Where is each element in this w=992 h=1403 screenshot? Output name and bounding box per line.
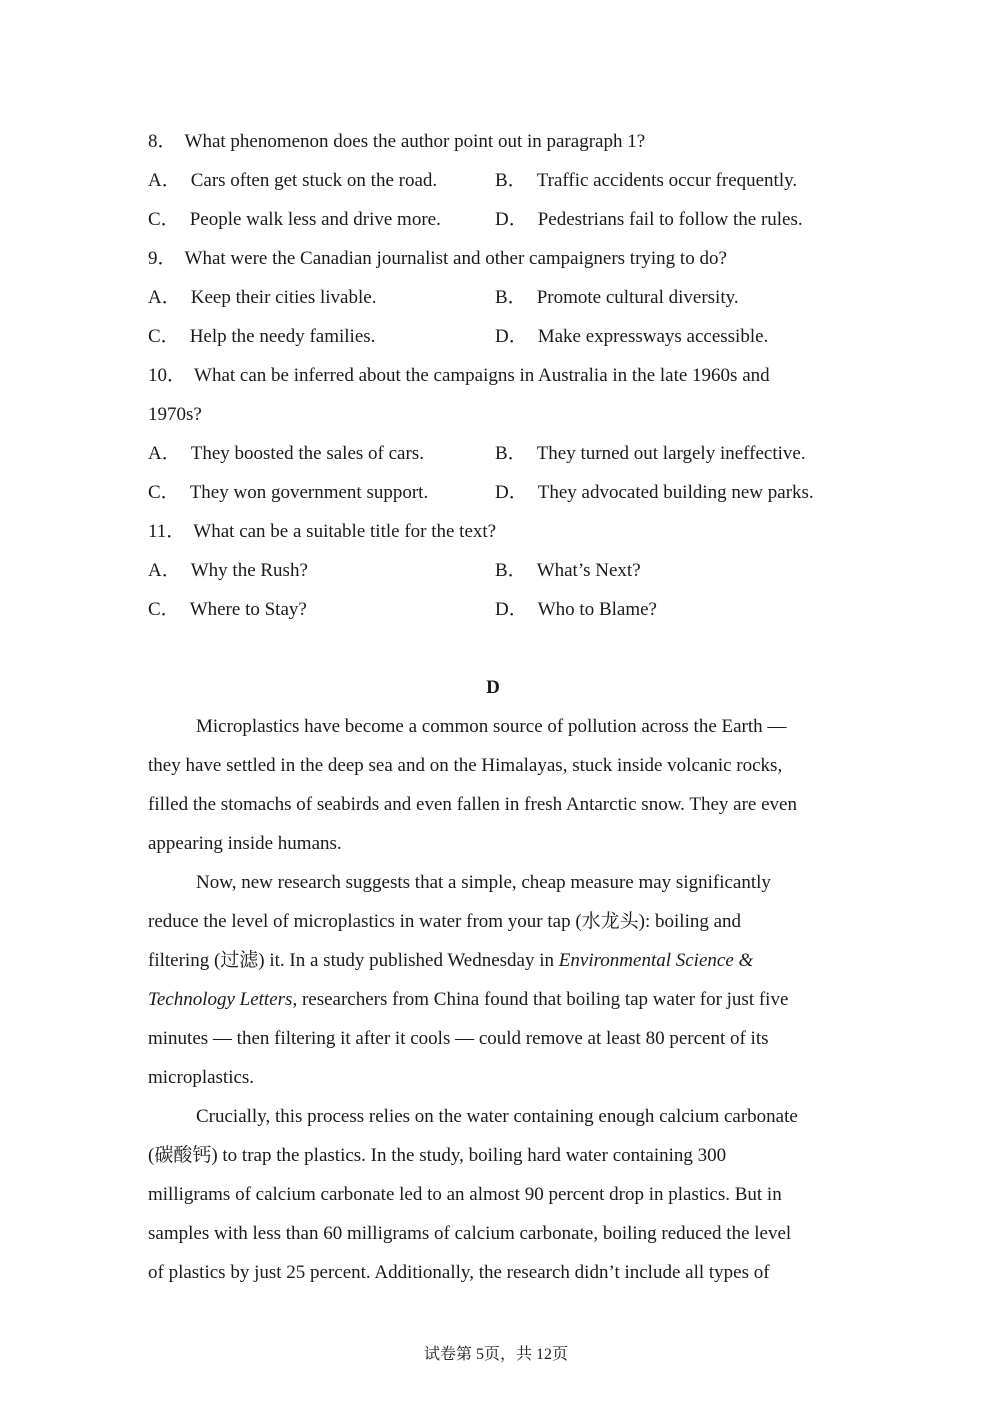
options-row bbox=[148, 551, 838, 590]
options-row bbox=[148, 317, 838, 356]
option-a: A． Why the Rush? bbox=[148, 560, 308, 581]
option-b: B． Traffic accidents occur frequently. bbox=[495, 170, 798, 191]
option-c: C． Where to Stay? bbox=[148, 599, 307, 620]
option-d: D． Make expressways accessible. bbox=[495, 326, 769, 347]
journal-title: Environmental Science & bbox=[558, 950, 754, 971]
paragraph-3 bbox=[148, 1097, 838, 1292]
text-line: samples with less than 60 milligrams of calcium carbonate, boiling reduced the level bbox=[148, 1223, 792, 1244]
text-line: filled the stomachs of seabirds and even fallen in fresh Antarctic snow. They are even bbox=[148, 794, 797, 815]
question-text: What phenomenon does the author point out in paragraph 1? bbox=[184, 131, 646, 152]
option-d: D． Who to Blame? bbox=[495, 599, 657, 620]
option-a: A． Keep their cities livable. bbox=[148, 287, 377, 308]
text-line: Now, new research suggests that a simple, cheap measure may significantly bbox=[196, 872, 771, 893]
options-row bbox=[148, 161, 838, 200]
text-line: Technology Letters, researchers from China found that boiling tap water for just five bbox=[148, 989, 789, 1010]
question-text: What can be a suitable title for the text? bbox=[193, 521, 497, 542]
text-line: they have settled in the deep sea and on the Himalayas, stuck inside volcanic rocks, bbox=[148, 755, 783, 776]
paragraph-1 bbox=[148, 707, 838, 863]
question-number: 11． bbox=[148, 521, 186, 542]
option-b: B． What’s Next? bbox=[495, 560, 641, 581]
text-line: appearing inside humans. bbox=[148, 833, 342, 854]
question-11 bbox=[148, 512, 838, 551]
option-c: C． They won government support. bbox=[148, 482, 429, 503]
options-row bbox=[148, 200, 838, 239]
text-line: milligrams of calcium carbonate led to an almost 90 percent drop in plastics. But in bbox=[148, 1184, 782, 1205]
text-line: (碳酸钙) to trap the plastics. In the study, boiling hard water containing 300 bbox=[148, 1145, 727, 1166]
option-a: A． Cars often get stuck on the road. bbox=[148, 170, 438, 191]
question-9 bbox=[148, 239, 838, 278]
option-c: C． Help the needy families. bbox=[148, 326, 376, 347]
question-number: 10． bbox=[148, 365, 187, 386]
journal-title: Technology Letters bbox=[148, 989, 293, 1010]
question-number: 9． bbox=[148, 248, 177, 269]
question-text: What were the Canadian journalist and other campaigners trying to do? bbox=[184, 248, 727, 269]
exam-page bbox=[148, 122, 838, 1292]
page-footer: 试卷第 5页，共 12页 bbox=[423, 1346, 568, 1363]
question-number: 8． bbox=[148, 131, 177, 152]
section-title: D bbox=[486, 677, 500, 698]
options-row bbox=[148, 278, 838, 317]
option-a: A． They boosted the sales of cars. bbox=[148, 443, 424, 464]
question-8 bbox=[148, 122, 838, 161]
option-d: D． Pedestrians fail to follow the rules. bbox=[495, 209, 803, 230]
text-line: microplastics. bbox=[148, 1067, 255, 1088]
text-line: minutes — then filtering it after it cools — could remove at least 80 percent of its bbox=[148, 1028, 769, 1049]
options-row bbox=[148, 590, 838, 629]
options-row bbox=[148, 473, 838, 512]
question-text-continued: 1970s? bbox=[148, 404, 202, 425]
options-row bbox=[148, 434, 838, 473]
option-b: B． Promote cultural diversity. bbox=[495, 287, 739, 308]
text-line: Microplastics have become a common source of pollution across the Earth — bbox=[196, 716, 787, 737]
text-line: filtering (过滤) it. In a study published Wednesday in Environmental Science & bbox=[148, 950, 754, 971]
text-line: of plastics by just 25 percent. Additionally, the research didn’t include all types of bbox=[148, 1262, 770, 1283]
paragraph-2 bbox=[148, 863, 838, 1097]
option-c: C． People walk less and drive more. bbox=[148, 209, 441, 230]
text-line: Crucially, this process relies on the water containing enough calcium carbonate bbox=[196, 1106, 798, 1127]
question-text: What can be inferred about the campaigns in Australia in the late 1960s and bbox=[194, 365, 770, 386]
option-b: B． They turned out largely ineffective. bbox=[495, 443, 806, 464]
question-10 bbox=[148, 356, 838, 395]
option-d: D． They advocated building new parks. bbox=[495, 482, 814, 503]
text-line: reduce the level of microplastics in water from your tap (水龙头): boiling and bbox=[148, 911, 742, 932]
